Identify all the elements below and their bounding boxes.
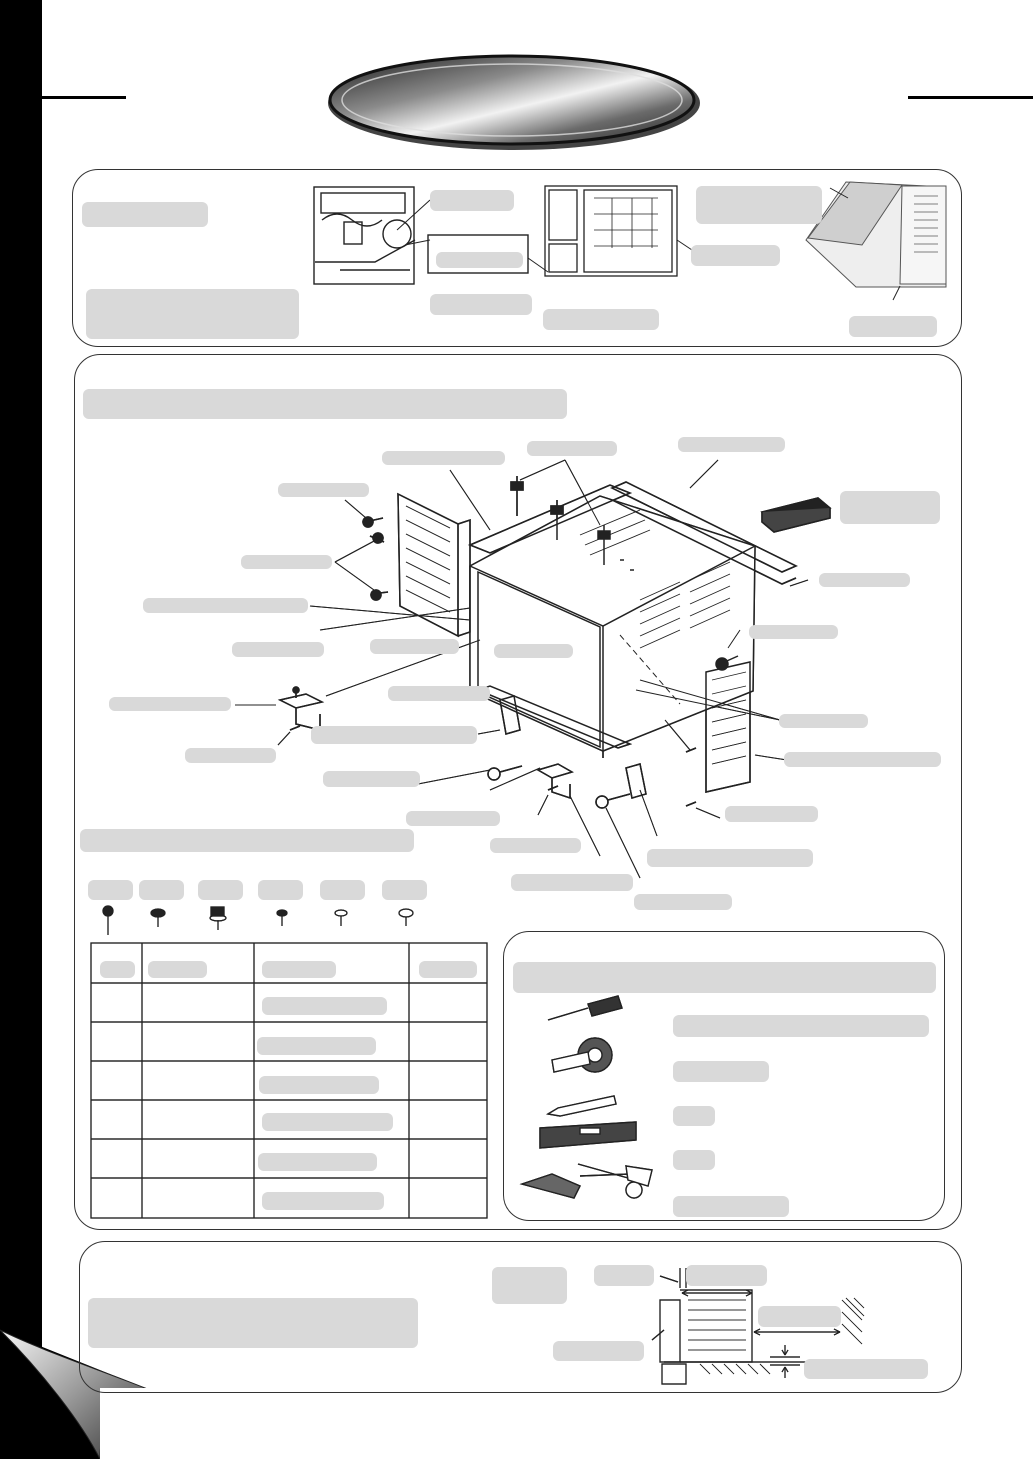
screw-type-label-1 <box>88 880 133 900</box>
tool-label-2 <box>673 1061 769 1082</box>
screw-type-label-4 <box>258 880 303 900</box>
screw-type-label-3 <box>198 880 243 900</box>
part-label-17 <box>185 748 276 763</box>
clearance-label-1 <box>492 1267 567 1304</box>
part-label-16 <box>311 726 477 744</box>
screw-type-label-6 <box>382 880 427 900</box>
part-label-23 <box>647 849 813 867</box>
part-label-20 <box>725 806 818 822</box>
callout-label-2 <box>436 252 523 268</box>
header-oval-banner-icon <box>328 56 700 150</box>
table-header-label-4 <box>419 961 477 978</box>
tool-label-3 <box>673 1106 715 1126</box>
installation-parts-heading-label <box>83 389 567 419</box>
part-label-4 <box>278 483 369 497</box>
part-label-22 <box>490 838 581 853</box>
callout-label-5 <box>696 186 822 224</box>
part-label-1 <box>382 451 505 465</box>
table-row-label-1 <box>262 997 387 1015</box>
table-row-label-4 <box>262 1113 393 1131</box>
part-label-24 <box>511 874 633 891</box>
tool-label-4 <box>673 1150 715 1170</box>
table-header-label-2 <box>148 961 207 978</box>
part-label-3 <box>678 437 785 452</box>
part-label-6 <box>241 555 332 569</box>
clearance-label-6 <box>804 1359 928 1379</box>
clearance-label-2 <box>594 1265 654 1286</box>
overview-note-label <box>86 289 299 339</box>
part-label-25 <box>634 894 732 910</box>
overview-heading-label <box>82 202 208 227</box>
part-label-19 <box>323 771 420 787</box>
part-label-10 <box>232 642 324 657</box>
part-label-14 <box>109 697 231 711</box>
part-label-5 <box>840 491 940 524</box>
table-row-label-2 <box>257 1037 376 1055</box>
part-label-2 <box>527 441 617 456</box>
screw-type-label-5 <box>320 880 365 900</box>
part-label-13 <box>388 686 490 701</box>
screw-type-label-2 <box>139 880 184 900</box>
tool-label-1 <box>673 1015 929 1037</box>
callout-label-6 <box>691 245 780 266</box>
part-label-7 <box>819 573 910 587</box>
part-label-11 <box>370 639 459 654</box>
clearance-label-4 <box>758 1306 841 1327</box>
table-header-label-3 <box>262 961 336 978</box>
part-label-8 <box>143 598 308 613</box>
part-label-18 <box>784 752 941 767</box>
part-label-9 <box>749 625 838 639</box>
table-header-label-1 <box>100 961 135 978</box>
callout-label-1 <box>430 190 514 211</box>
table-row-label-3 <box>259 1076 379 1094</box>
tools-heading-label <box>513 962 936 993</box>
part-label-12 <box>494 644 573 658</box>
part-label-21 <box>406 811 500 826</box>
clearance-note-label <box>88 1298 418 1348</box>
tool-label-5 <box>673 1196 789 1217</box>
parts-list-heading-label <box>80 829 414 852</box>
table-row-label-6 <box>262 1192 384 1210</box>
callout-label-4 <box>543 309 659 330</box>
callout-label-7 <box>849 316 937 337</box>
callout-label-3 <box>430 294 532 315</box>
part-label-15 <box>779 714 868 728</box>
clearance-label-5 <box>553 1341 644 1361</box>
clearance-label-3 <box>686 1265 767 1286</box>
table-row-label-5 <box>258 1153 377 1171</box>
